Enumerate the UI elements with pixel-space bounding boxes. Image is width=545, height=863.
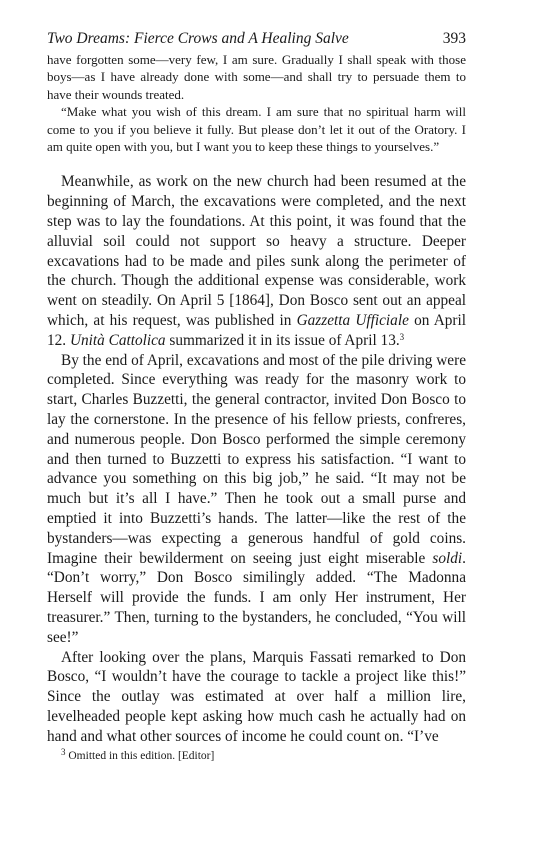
book-page	[47, 30, 466, 762]
footnote-reference: 3	[399, 331, 405, 342]
page-number: 393	[442, 30, 466, 47]
italic-term: soldi	[432, 549, 463, 567]
footnote	[47, 746, 466, 762]
quoted-passage	[47, 51, 466, 155]
body-paragraph: After looking over the plans, Marquis Fassati remarked to Don Bosco, “I wouldn’t have the courage to tackle a project like this!” Since the outlay was estimated at over half a million lire, levelheaded people kept asking how much cash he actually had on hand and what other sources of income he could count on. “I’ve	[47, 648, 466, 745]
body-paragraph: Meanwhile, as work on the new church had been resumed at the beginning of March, the excavations were completed, and the next step was to lay the foundations. At this point, it was found that the alluvial soil could not support so heavy a structure. Deeper excavations had to be made and piles sunk along the perimeter of the church. Though the additional expense was considerable, work went on steadily. On April 5 [1864], Don Bosco sent out an appeal which, at his request, was published in Gazzetta Ufficiale on April 12. Unità Cattolica summarized it in its issue of April 13.$^3$	[47, 173, 466, 349]
newspaper-title: Unità Cattolica	[69, 331, 166, 349]
chapter-title: Two Dreams: Fierce Crows and A Healing Salve	[47, 30, 349, 47]
newspaper-title: Gazzetta Ufficiale	[296, 312, 409, 330]
footnote-text: Omitted in this edition. [Editor]	[65, 749, 215, 762]
quote-paragraph: “Make what you wish of this dream. I am sure that no spiritual harm will come to you if you believe it fully. But please don’t let it out of the Oratory. I am quite open with you, but I want you to keep these things to yourselves.”	[47, 104, 466, 155]
quote-paragraph: have forgotten some—very few, I am sure. Gradually I shall speak with those boys—as I have already done with some—and shall try to persuade them to have their wounds treated.	[47, 52, 466, 102]
body-paragraph: By the end of April, excavations and most of the pile driving were completed. Since everything was ready for the masonry work to start, Charles Buzzetti, the general contractor, invited Don Bosco to lay the cornerstone. In the presence of his fellow priests, confreres, and numerous people. Don Bosco performed the simple ceremony and then turned to Buzzetti to express his satisfaction. “I want to advance you something on this big job,” he said. “It may not be much but it’s all I have.” Then he took out a small purse and emptied it into Buzzetti’s hands. The latter—like the rest of the bystanders—was expecting a generous handful of gold coins. Imagine their bewilderment on seeing just eight miserable soldi. “Don’t worry,” Don Bosco similingly added. “The Madonna Herself will provide the funds. I am only Her instrument, Her treasurer.” Then, turning to the bystanders, he concluded, “You will see!”	[47, 351, 466, 646]
running-header	[47, 30, 466, 48]
footnote-marker: 3	[61, 746, 66, 757]
body-text	[47, 172, 466, 746]
